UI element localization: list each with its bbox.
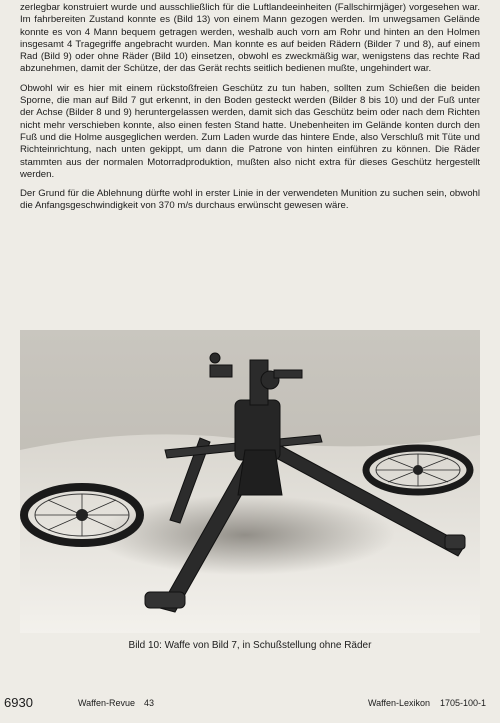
gun-illustration: [20, 330, 480, 633]
right-wheel: [366, 448, 470, 492]
photo-gun-firing-position: [20, 330, 480, 633]
figure-caption: Bild 10: Waffe von Bild 7, in Schußstellung ohne Räder: [128, 640, 372, 651]
page-number: 6930: [4, 695, 33, 710]
paragraph-3: Der Grund für die Ablehnung dürfte wohl in erster Linie in der verwendeten Munition zu suchen sein, obwohl die Anfangsgeschwindigkeit von 370 m/s durchaus erwünscht gewesen wäre.: [20, 188, 480, 212]
paragraph-2: Obwohl wir es hier mit einem rückstoßfreien Geschütz zu tun haben, sollten zum Schießen die beiden Sporne, die man auf Bild 7 gut erkennt, in den Boden gesteckt werden (Bilder 8 bis 10) und der Fuß unter der Achse (Bilder 8 und 9) heruntergelassen werden, damit sich das Geschütz beim oder nach dem Richten nicht mehr verschieben konnte, also einen festen Stand hatte. Unebenheiten im Gelände konten durch den Fuß und die Holme ausgeglichen werden. Zum Laden wurde das hintere Ende, also Verschluß mit Tüte und Richteinrichtung, nach unten gekippt, um dann die Patrone von hinten einführen zu können. Die Räder stammten aus der normalen Motorradproduktion, mußten also nicht extra für dieses Geschütz hergestellt werden.: [20, 82, 480, 180]
magazine-name: Waffen-Revue: [78, 698, 136, 708]
issue-number: 43: [144, 698, 155, 708]
lexikon-name: Waffen-Lexikon: [368, 698, 431, 708]
left-wheel: [24, 487, 140, 543]
article-text: [20, 2, 480, 220]
paragraph-1: zerlegbar konstruiert wurde und ausschließlich für die Luftlandeeinheiten (Fallschirmjäger) vorgesehen war. Im fahrbereiten Zustand konnte es (Bild 13) von einem Mann gezogen werden. Im unwegsamen Gelände konnte es von 4 Mann bequem getragen werden, weshalb auch vorn am Rohr und hinten an den Holmen insgesamt 4 Tragegriffe angebracht wurden. Man konnte es auf beiden Rädern (Bilder 7 und 8), auf einem Rad (Bild 9) oder ohne Räder (Bild 10) einsetzen, obwohl es zweckmäßig war, wenigstens das rechte Rad abzunehmen, damit der Schütze, der das Gerät rechts seitlich bedienen mußte, ungehindert war.: [20, 2, 480, 75]
lexikon-code: 1705-100-1: [440, 698, 487, 708]
